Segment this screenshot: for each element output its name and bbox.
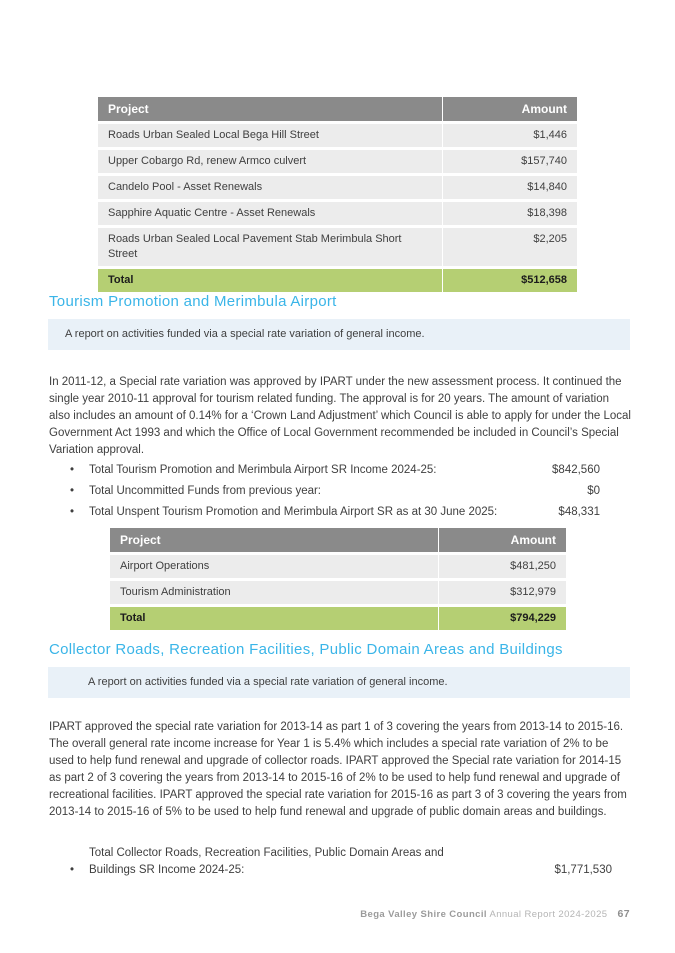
project-cell: Candelo Pool - Asset Renewals [98,176,442,199]
table-row [98,176,577,199]
project-cell: Roads Urban Sealed Local Pavement Stab Merimbula Short Street [98,228,442,266]
column-header-project: Project [110,528,438,552]
footer-org-name: Bega Valley Shire Council [360,909,487,920]
amount-cell: $312,979 [439,581,566,604]
table-total-row [110,607,566,630]
projects-table-1-grid [97,94,578,295]
table-row [98,228,577,266]
bullet-icon [70,862,89,879]
list-item-amount: $48,331 [558,506,600,518]
total-label-cell: Total [98,269,442,292]
list-item-label: Total Collector Roads, Recreation Facilities, Public Domain Areas and Buildings SR Income 2024-25: [89,847,444,876]
projects-table-1 [97,94,578,295]
project-cell: Airport Operations [110,555,438,578]
column-header-amount: Amount [443,97,577,121]
footer-page-number: 67 [617,908,630,920]
list-item-label: Total Unspent Tourism Promotion and Merimbula Airport SR as at 30 June 2025: [89,506,498,518]
table-row [98,202,577,225]
note-box-collector-roads [48,667,630,698]
project-cell: Sapphire Aquatic Centre - Asset Renewals [98,202,442,225]
amount-cell: $14,840 [443,176,577,199]
list-item-amount: $1,771,530 [554,864,612,876]
table-row [98,124,577,147]
tourism-totals-list [70,462,600,525]
list-item-amount: $0 [587,485,600,497]
projects-table-2-grid [109,525,567,633]
list-item [70,504,600,521]
page-footer [360,908,630,920]
total-amount-cell: $512,658 [443,269,577,292]
collector-roads-total-item [70,845,612,879]
section-heading-collector-roads: Collector Roads, Recreation Facilities, Public Domain Areas and Buildings [49,641,563,658]
list-item-label: Total Tourism Promotion and Merimbula Airport SR Income 2024-25: [89,464,437,476]
table-row [98,150,577,173]
bullet-icon [70,462,89,479]
note-box-tourism [48,319,630,350]
amount-cell: $1,446 [443,124,577,147]
bullet-icon [70,504,89,521]
footer-report-title: Annual Report 2024-2025 [489,909,608,920]
paragraph-collector-roads: IPART approved the special rate variation for 2013-14 as part 1 of 3 covering the years from 2013-14 to 2015-16. The overall general rate income increase for Year 1 is 5.4% which includes a special rate variation of 2% to be used to help fund renewal and upgrade of collector roads. IPART approved the Special rate variation for 2014-15 as part 2 of 3 covering the years from 2013-14 to 2015-16 of 2% to be used to help fund renewal and upgrade of recreational facilities. IPART approved the special rate variation for 2015-16 as part 3 of 3 covering the years from 2013-14 to 2015-16 of 5% to be used to help fund renewal and upgrade of public domain areas and buildings. [49,721,627,818]
amount-cell: $157,740 [443,150,577,173]
bullet-icon [70,483,89,500]
paragraph-tourism: In 2011-12, a Special rate variation was approved by IPART under the new assessment process. It continued the single year 2010-11 approval for tourism related funding. The approval is for 20 years. The amount of variation also includes an amount of 0.14% for a ‘Crown Land Adjustment’ which Council is able to apply for under the Local Government Act 1993 and which the Office of Local Government recommended be included in Council’s Special Variation approval. [49,376,631,456]
amount-cell: $481,250 [439,555,566,578]
total-amount-cell: $794,229 [439,607,566,630]
list-item [70,462,600,479]
table-row [110,581,566,604]
table-total-row [98,269,577,292]
projects-table-2 [109,525,567,633]
project-cell: Upper Cobargo Rd, renew Armco culvert [98,150,442,173]
list-item-label: Total Uncommitted Funds from previous year: [89,485,322,497]
amount-cell: $18,398 [443,202,577,225]
table-row [110,555,566,578]
list-item-amount: $842,560 [552,464,600,476]
table-header-row [110,528,566,552]
amount-cell: $2,205 [443,228,577,266]
project-cell: Roads Urban Sealed Local Bega Hill Street [98,124,442,147]
note-text: A report on activities funded via a special rate variation of general income. [88,676,448,688]
total-label-cell: Total [110,607,438,630]
column-header-amount: Amount [439,528,566,552]
project-cell: Tourism Administration [110,581,438,604]
table-header-row [98,97,577,121]
column-header-project: Project [98,97,442,121]
note-text: A report on activities funded via a special rate variation of general income. [65,328,425,340]
section-heading-tourism: Tourism Promotion and Merimbula Airport [49,293,337,310]
list-item [70,483,600,500]
